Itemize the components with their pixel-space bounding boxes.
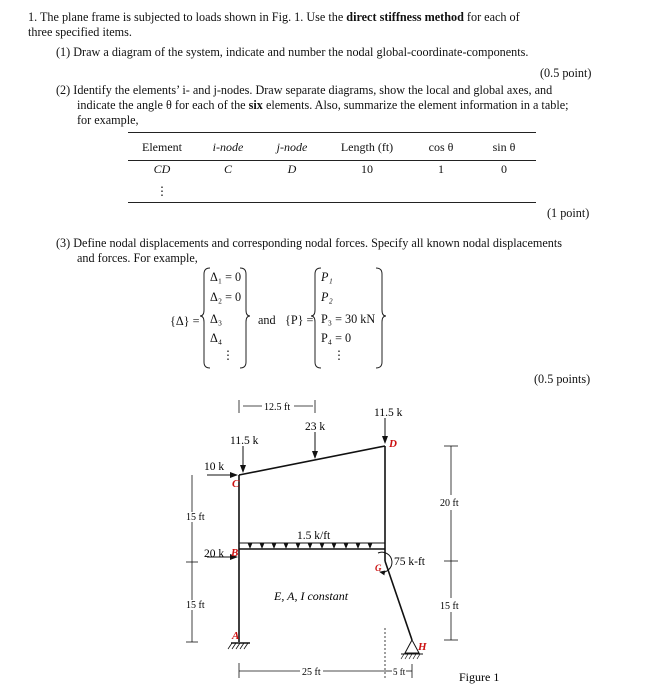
part-2-line-2a: indicate the angle θ for each of the [77, 98, 249, 112]
load-10-label: 10 k [204, 461, 225, 473]
bold-six: six [248, 98, 263, 112]
and-word: and [258, 313, 276, 327]
header-element: Element [142, 139, 182, 154]
p-entry: P₁ [321, 270, 333, 284]
question-number: 1. [28, 10, 38, 24]
part-2-points: (1 point) [547, 206, 590, 220]
load-11-5-right-label: 11.5 k [374, 407, 403, 419]
node-c-label: C [232, 478, 240, 490]
part-1-points: (0.5 point) [540, 66, 592, 80]
member-gh-inclined [385, 561, 412, 640]
node-d-label: D [389, 438, 397, 450]
bold-method: direct stiffness method [346, 10, 464, 24]
header-i-node: i-node [212, 139, 244, 154]
figure-caption: Figure 1 [459, 670, 500, 684]
support-h-pin [405, 640, 419, 653]
cell-length: 10 [361, 161, 373, 176]
delta-entry: Δ₁ = 0 [210, 270, 242, 284]
load-23-label: 23 k [305, 421, 326, 433]
cell-sin: 0 [501, 161, 507, 176]
cell-i-node: C [223, 161, 232, 176]
dim-12-5-label: 12.5 ft [264, 402, 291, 413]
part-1-text: (1) Draw a diagram of the system, indicate and number the nodal global-coordinate-components. [56, 45, 529, 59]
header-length: Length (ft) [340, 139, 394, 154]
dim-15-right-label: 15 ft [440, 601, 459, 612]
question-text: The plane frame is subjected to loads shown in Fig. 1. Use the [39, 10, 347, 24]
p-entry: ⋮ [333, 348, 346, 362]
node-b-label: B [231, 547, 239, 559]
node-a-label: A [232, 630, 240, 642]
delta-entry: Δ₄ [210, 331, 223, 345]
node-g-label: G [375, 563, 382, 573]
udl-label: 1.5 k/ft [297, 530, 331, 542]
delta-entry: Δ₃ [210, 312, 223, 326]
p-entry: P₄ = 0 [321, 331, 352, 345]
cell-cos: 1 [438, 161, 444, 176]
part-3-line-2: and forces. For example, [77, 251, 198, 265]
node-h-label: H [418, 641, 427, 653]
dim-15-top-label: 15 ft [186, 512, 205, 523]
part-3-points: (0.5 points) [534, 372, 591, 386]
dim-15-bottom-label: 15 ft [186, 600, 205, 611]
dim-20-right-label: 20 ft [440, 498, 459, 509]
part-3-line-1: (3) Define nodal displacements and corresponding nodal forces. Specify all known nodal displacements [56, 236, 562, 250]
part-2-line-1: (2) Identify the elements’ i- and j-nodes. Draw separate diagrams, show the local and global axes, and [56, 83, 553, 97]
dim-25-label: 25 ft [302, 667, 321, 678]
part-2-line-2b: elements. Also, summarize the element information in a table; [262, 98, 569, 112]
dim-5-label: 5 ft [393, 667, 406, 677]
p-entry: P₂ [321, 290, 333, 304]
load-20-label: 20 k [204, 548, 225, 560]
p-entry: P₃ = 30 kN [321, 312, 376, 326]
header-cos: cos θ [428, 139, 454, 154]
support-h-hatch [401, 654, 420, 659]
load-11-5-left-label: 11.5 k [230, 435, 259, 447]
delta-label: {Δ} = [170, 314, 200, 328]
properties-label: E, A, I constant [274, 589, 349, 603]
header-sin: sin θ [492, 139, 516, 154]
header-j-node: j-node [276, 139, 308, 154]
delta-entry: ⋮ [222, 348, 235, 362]
cell-ellipsis: ⋮ [156, 183, 168, 198]
member-cd-rafter [239, 446, 385, 475]
support-a-hatch [228, 643, 248, 649]
question-text-end: for each of [463, 10, 520, 24]
p-label: {P} = [285, 313, 314, 327]
cell-j-node: D [287, 161, 297, 176]
udl-arrows [250, 543, 370, 548]
question-1-line-2: three specified items. [28, 25, 132, 39]
delta-entry: Δ₂ = 0 [210, 290, 242, 304]
part-2-line-3: for example, [77, 113, 139, 127]
moment-label: 75 k-ft [394, 556, 425, 568]
cell-element: CD [153, 161, 171, 176]
